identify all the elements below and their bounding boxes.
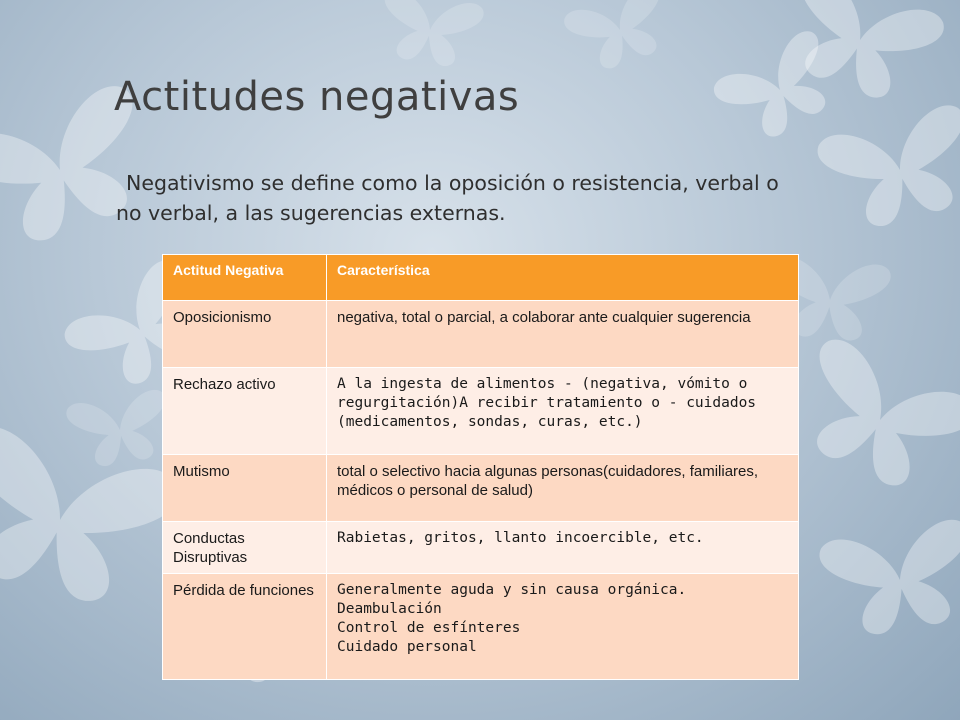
cell-caracteristica: A la ingesta de alimentos - (negativa, vómito o regurgitación)A recibir tratamiento o - cuidados (medicamentos, sondas, curas, etc.) [327, 368, 799, 455]
table-header-row [163, 255, 799, 301]
butterfly-shape [0, 421, 184, 617]
butterfly-shape [375, 0, 485, 71]
slide-title: Actitudes negativas [114, 74, 520, 120]
butterfly-shape [65, 388, 175, 471]
cell-caracteristica [327, 574, 799, 680]
butterfly-shape [817, 517, 960, 642]
butterfly-shape [781, 334, 960, 506]
table-row [163, 522, 799, 574]
table [162, 254, 799, 680]
cell-caracteristica: Rabietas, gritos, llanto incoercible, etc. [327, 522, 799, 574]
cell-line: Cuidado personal [337, 639, 477, 655]
butterfly-shape [561, 0, 678, 78]
butterfly-shape [814, 102, 960, 238]
table-row [163, 574, 799, 680]
table-row [163, 301, 799, 368]
header-caracteristica: Característica [327, 255, 799, 301]
attitudes-table [162, 254, 798, 680]
cell-actitud: Conductas Disruptivas [163, 522, 327, 574]
header-actitud: Actitud Negativa [163, 255, 327, 301]
table-row [163, 368, 799, 455]
cell-line: Generalmente aguda y sin causa orgánica. [337, 582, 687, 598]
cell-caracteristica: negativa, total o parcial, a colaborar ante cualquier sugerencia [327, 301, 799, 368]
cell-line: Control de esfínteres [337, 620, 521, 636]
slide-subtitle: Negativismo se define como la oposición o resistencia, verbal o no verbal, a las sugerencias externas. [116, 171, 779, 225]
table-row [163, 455, 799, 522]
cell-actitud: Oposicionismo [163, 301, 327, 368]
cell-caracteristica: total o selectivo hacia algunas personas(cuidadores, familiares, médicos o personal de salud) [327, 455, 799, 522]
cell-line: Deambulación [337, 601, 442, 617]
cell-actitud: Mutismo [163, 455, 327, 522]
cell-actitud: Pérdida de funciones [163, 574, 327, 680]
cell-actitud: Rechazo activo [163, 368, 327, 455]
